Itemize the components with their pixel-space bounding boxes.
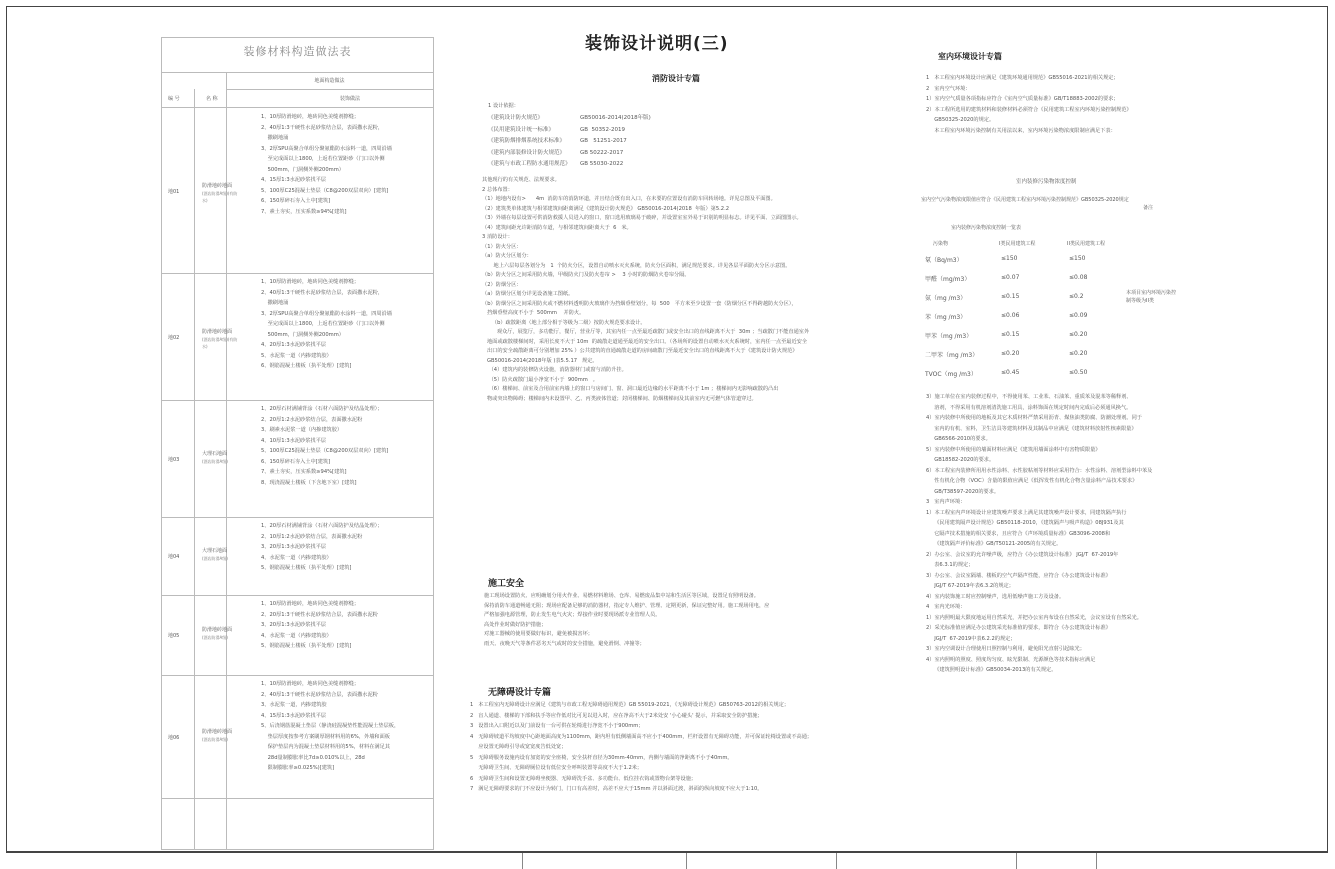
fire-reference-list <box>488 113 868 171</box>
step-line: 3、水泥浆一道，内掺建筑胶 <box>261 702 327 708</box>
table-row-code: 地04 <box>168 554 180 560</box>
table-row-name <box>202 548 242 562</box>
text-line: 1 本工程室内环境设计应满足《建筑环境通用规范》GB55016-2021的相关规定； <box>926 75 1119 81</box>
step-line: 28d量制膨胀率比7d≥0.010%以上，28d <box>261 754 365 761</box>
col-name-header: 名 称 <box>206 96 218 102</box>
row-name-text: 防滑地砖地面 <box>202 728 233 735</box>
class2-limit: ≤0.09 <box>1069 312 1088 319</box>
step-line: 垫层厚度按参考方案刷厚钢材料用的6%，外墙和面板 <box>261 733 390 740</box>
text-line: 3 消防设计： <box>482 234 513 240</box>
accessibility-body <box>470 700 880 795</box>
text-line: 4）室内装饰施工时应控制噪声，选用低噪声施工方及设备。 <box>926 593 1065 600</box>
pollutant-name: TVOC（mg /m3） <box>925 371 977 378</box>
pollutant-row <box>921 274 1121 286</box>
step-line: 1、10厚防滑地砖，地砖同色美缝剂擦缝； <box>261 114 360 120</box>
row-name-text: 防滑地砖地面 <box>202 627 233 633</box>
step-line: 4、水泥浆一道（内掺建筑胶） <box>261 554 332 561</box>
pollutant-row <box>921 293 1121 305</box>
text-line: 应设置无障碍引导或宽宽度告低处宽； <box>470 744 567 750</box>
step-line: 6、钢筋混凝土楼板（执平处理）[建筑] <box>261 363 352 369</box>
step-line: 7、素土夯实，压实系数≥94%[建筑] <box>261 208 347 215</box>
step-line: 6、150厚碎石夯入土中[建筑] <box>261 198 331 204</box>
text-line: 表6.3.1的规定； <box>926 562 974 568</box>
col-class2: II类民用建筑工程 <box>1067 241 1105 247</box>
step-line: 5、后浇钢筋混凝土垫层（静浇硅混凝垫性能混凝土垫层板， <box>261 723 400 729</box>
text-line: 2 总体布置： <box>482 186 513 193</box>
reference-item <box>488 159 868 171</box>
step-line: 4、20厚1:3水泥砂浆找平层 <box>261 342 326 348</box>
material-table <box>161 37 434 850</box>
text-line: 高处作业时做好防护措施； <box>484 621 547 628</box>
row-name-note: (酒店防滑A级) <box>202 556 228 561</box>
row-name-note: (酒店防滑A级)(有防水) <box>202 190 238 203</box>
text-line: （4）建筑间距允许距消防车道，与相邻建筑间距离大于 6 米。 <box>482 224 632 231</box>
text-line: （2）建筑类单体建筑与相邻建筑间距离满足《建筑设计防火规范》 GB50016-2014(2018 年版）第5.2.2 <box>482 205 730 212</box>
table-row-name <box>202 729 242 743</box>
step-line: 撒刷地涌 <box>261 135 289 141</box>
text-line: （2）防烟分区： <box>482 281 522 288</box>
class1-limit: ≤0.07 <box>1001 274 1020 281</box>
row-name-note: (酒店防滑A级) <box>202 635 228 640</box>
text-line: 出口的安全疏散距离可分别增加 25% ）公共建筑的直通疏散走道的房间疏散门至最近安全出口的直线距离不大于《建筑设计防火规范》 <box>482 348 798 354</box>
construction-safety-body <box>484 592 884 649</box>
reference-standard: GB 50352-2019 <box>580 126 626 133</box>
step-line: 3、刷素水泥浆一道（内掺建筑胶） <box>261 427 343 433</box>
text-line: （4）建筑内的装修防火设施，消防器材门或窗与消防升挂。 <box>482 367 627 373</box>
text-line: 6）本工程室内装修所用用水性涂料、水性胶粘剂等材料应采用符合：水性涂料、溶剂型涂料中苯及 <box>926 467 1153 474</box>
text-line: 性有机化合物（VOC）含量的限值应满足《低挥发性有机化合物含量涂料产品技术要求》 <box>926 478 1138 484</box>
row-name-note: (酒店防滑A级)(有防水) <box>202 336 238 349</box>
table-row-name <box>202 329 242 350</box>
text-line: JGJ/T 67-2019年表6.3.2的规定； <box>926 583 1014 589</box>
step-line: 1、20厚石材满铺背涂（石材六面防护及结晶处理）； <box>261 523 383 529</box>
reference-name: 《建筑与市政工程防水通用规范》 <box>488 161 571 167</box>
table-row-steps <box>261 112 433 217</box>
pollutant-table-note: 室内空气污染物浓度限值应符合《民用建筑工程室内环境污染控制规范》GB50325-2020规定 <box>921 197 1129 203</box>
row-name-text: 防滑地砖地面 <box>202 328 233 335</box>
step-line: 5、100厚C25混凝土垫层（C8@200双层双向）[建筑] <box>261 187 389 194</box>
step-line: 5、100厚C25混凝土垫层（C8@200双层双向）[建筑] <box>261 448 389 454</box>
text-line: 3）施工单位在室内装修过程中，不得使用苯、工业苯、石油苯、重质苯及混苯等稀释剂、 <box>926 394 1132 400</box>
env-design-body-a <box>926 73 1186 136</box>
pollutant-row <box>921 350 1121 362</box>
reference-item <box>488 136 868 148</box>
text-line: 5）室内装修中所使用的墙面材料应满足《建筑用墙面涂料中有害物质限量》 <box>926 446 1101 453</box>
step-line: 2、40厚1:3干硬性水泥砂浆结合层，表面撒水泥粉， <box>261 124 384 131</box>
step-line: 4、水泥浆一道（内掺建筑胶） <box>261 632 332 639</box>
text-line: （b）疏散距离（地上部分相于等级为二级）按防火规范要求设计。 <box>482 319 646 326</box>
text-line: 2 室内空气环境： <box>926 85 971 92</box>
text-line: 4）室内照明的照度、照度均匀度、眩光限制、光源颜色等技术指标应满足 <box>926 656 1096 663</box>
text-line: （3）外墙在每层设置可供消防救援人员进入的窗口，窗口选用玻璃易于破碎，并设置室室外易于识别的明显标志。详见平面、立面图图示。 <box>482 215 802 221</box>
text-line: 本工程室内环境污染控制有关用法以来，室内环境污染物浓度限制应满足下表： <box>926 127 1116 134</box>
class1-limit: ≤150 <box>1001 255 1018 262</box>
text-line: 5 无障碍服务设施内设有加宽的安全座椅，安全扶杆直径为30mm-40mm，内侧与墙面的净距离不小于40mm。 <box>470 754 733 761</box>
text-line: GB50016-2014(2018年版 )表5.5.17 规定。 <box>482 357 598 364</box>
env-design-title: 室内环境设计专篇 <box>938 52 1002 61</box>
col-method-header: 装饰做法 <box>340 96 361 102</box>
row-name-text: 大理石地面 <box>202 548 228 554</box>
text-line: 2）本工程所选用的建筑材料和装修材料必须符合《民用建筑工程室内环境污染控制规范》 <box>926 106 1132 113</box>
text-line: 室内的有机、室料，卫生洁具等建筑材料及其制品中应满足《建筑材料放射性核素限量》 <box>926 425 1137 432</box>
step-line: 3、20厚1:3水泥砂浆找平层 <box>261 622 326 628</box>
row-name-text: 大理石地面 <box>202 450 228 457</box>
step-line: 5、水泥浆一道（内掺建筑胶） <box>261 352 332 359</box>
fire-basis-heading: 1 设计依据： <box>488 103 519 109</box>
text-line: 施工现场设置防火、应明确划分用火作业、易燃材料堆场、仓库、易燃废品集中站和生活区等区域，设置足有照明设备。 <box>484 593 759 599</box>
text-line: 2）采光标准值应满足办公建筑采光标准值的要求，即符合《办公建筑设计标准》 <box>926 625 1111 631</box>
text-line: JGJ/T 67-2019中表6.2.2的规定； <box>926 635 1016 642</box>
text-line: 4）室内装修中所使用的地板及其它木质材料严禁采用沥青、煤焦油类防腐、防潮处理剂。同于 <box>926 415 1142 421</box>
text-line: 3）办公室、会议室隔墙、楼板的空气声隔声性能，应符合《办公建筑设计标准》 <box>926 572 1111 579</box>
text-line: 对施工器械的使用要做好标识，避免被损害坏； <box>484 631 593 637</box>
table-row-code: 地05 <box>168 633 180 639</box>
text-line: 4 无障碍坡道平均坡度中心距地面高度为1100mm，距内坦有低侧墙面高不应小于400mm，栏杆设置有无障碍功能，并可保证轮椅设置或不高通； <box>470 733 813 740</box>
pollutant-name: 甲苯（mg /m3） <box>925 333 973 340</box>
text-line: 3 设置出入口附近以及门前设有一台可供在轮椅进行净宽不小于900mm； <box>470 723 644 729</box>
pollutant-name: 甲醛（mg/m3） <box>925 276 971 283</box>
pollutant-table-subtitle: 室内装修污染物浓度控制一览表 <box>951 225 1022 231</box>
text-line: 1 本工程室内无障碍设计应满足《建筑与市政工程无障碍通用规范》GB 55019-2021，《无障碍设计规范》GB50763-2012的相关规定； <box>470 702 790 708</box>
text-line: 地面或疏散楼梯间时，采用长度不大于 10m 的疏散走道通至最近的安全出口。（各场所的设置自动喷水灭火系统时，室内任一点至最近安全 <box>482 338 808 345</box>
reference-standard: GB 55030-2022 <box>580 161 624 167</box>
reference-name: 《建筑内部装修设计防火规范》 <box>488 149 566 156</box>
text-line: 1）室内空气质量各项指标应符合《室内空气质量标准》GB/T18883-2002的要求； <box>926 96 1119 102</box>
step-line: 至完成面以上1800，上返若位置距砂（门口以外侧 <box>261 156 385 162</box>
class2-limit: ≤0.20 <box>1069 331 1088 338</box>
step-line: 5、钢筋混凝土楼板（执平处理）[建筑] <box>261 565 352 571</box>
row-name-note: (酒店防滑A级) <box>202 458 228 464</box>
class1-limit: ≤0.20 <box>1001 350 1020 357</box>
step-line: 保护垫层内为混凝土垫层材料用的5%，材料在满足其 <box>261 744 390 750</box>
step-line: 2、10厚1:2水泥砂浆结合层，表面撒水泥粉 <box>261 533 363 540</box>
step-line: 2、20厚1:2水泥砂浆结合层，表面撒水泥粉 <box>261 416 363 423</box>
text-line: 4 室内光环境： <box>926 604 966 610</box>
text-line: 2）办公室、会议室的允许噪声级，应符合《办公建筑设计标准》 JGJ/T 67-2019年 <box>926 551 1119 558</box>
fire-design-title: 消防设计专篇 <box>652 74 700 83</box>
text-line: 1）室内照明最大限度地运用自然采光，并把办公室内布设在自然采光，会议室设有自然采光。 <box>926 614 1142 621</box>
reference-standard: GB 50222-2017 <box>580 149 624 156</box>
text-line: 它隔声技术措施的相关要求，且应符合《声环境质量标准》GB3096-2008和 <box>926 530 1111 537</box>
table-row-code: 地03 <box>168 456 180 463</box>
step-line: 1、10厚防滑地砖，地砖同色美缝剂擦缝； <box>261 681 360 687</box>
row-name-text: 防滑地砖地面 <box>202 182 233 189</box>
text-line: 严格加强电源管理，防止发生电气火灾；焊接作业时要现场派专业管理人员。 <box>484 612 661 618</box>
text-line: 7 满足无障碍要求的门不应设计为转门，门口有高差时，高差不应大于15mm 并以斜面过渡，斜面的纵向坡度不应大于1:10。 <box>470 786 763 792</box>
text-line: 3）室内空调设计合理使用日照控制与利用，避免阳光直射引起眩光； <box>926 646 1085 652</box>
text-line: 《民用建筑隔声设计规范》GB50118-2010，《建筑隔声与吸声构造》08J931及其 <box>926 520 1124 526</box>
text-line: （a）防火分区划分： <box>482 253 532 259</box>
pollutant-row <box>921 369 1121 381</box>
table-row-name <box>202 451 242 465</box>
step-line: 8、现浇混凝土楼板（下含地下室）[建筑] <box>261 479 357 486</box>
text-line: 保持消防车通道畅通无阻；现场应配备足够的消防器材，指定专人维护、管理、定期更新，保证完整好用。施工现场用电，应 <box>484 602 770 609</box>
text-line: 挡烟垂壁高度不小于 500mm 并防火。 <box>482 310 585 316</box>
text-line: （1）地地内设有> 4m 消防车的消防环道，并且结合既有出入口，在未要的位置设有消防车回转场地。详见总图及平面图。 <box>482 196 776 202</box>
step-line: 3、2厚SPU高聚合单组分聚氨酯防水涂料一道，四周沿墙 <box>261 145 392 152</box>
text-line: 《建筑隔声评价标准》GB/T50121-2005的有关规定。 <box>926 541 1062 547</box>
step-line: 1、20厚石材满铺背涂（石材六面防护及结晶处理）； <box>261 406 383 412</box>
table-row-code: 地06 <box>168 734 180 741</box>
reference-item <box>488 125 868 137</box>
text-line: 观众厅，展览厅，多功能厅，餐厅，营业厅等，其室内任一点至最近疏散门或安全出口的直线距离不大于 30m ；当疏散门不能直通室外 <box>482 329 810 335</box>
text-line: （b）防火分区之间采用防火墙，甲级防火门及防火卷帘 > 3 小时的防烟防火卷帘分隔。 <box>482 272 690 278</box>
pollutant-name: 苯（mg /m3） <box>925 314 967 321</box>
step-line: 2、20厚1:3干硬性水泥砂浆结合层，表面撒水泥粉 <box>261 611 378 618</box>
title-block-strip <box>6 852 1328 868</box>
table-row-code: 地02 <box>168 334 180 341</box>
text-line: 溶剂，不得采用有机溶剂清洗施工用具，涂料饰面在规定时间内完成后必须通风换气。 <box>926 404 1132 411</box>
step-line: 4、10厚1:3水泥砂浆找平层 <box>261 437 326 444</box>
step-line: 5、钢筋混凝土楼板（执平处理）[建筑] <box>261 643 352 649</box>
table-row-steps <box>261 404 433 488</box>
text-line: （6）楼梯间、前室及合用前室内墙上的窗口与房间门、窗、洞口最近边缘的水平距离不小于 1m ；楼梯间内无影响疏散的凸出 <box>482 386 779 392</box>
text-line: 物或突出物障碍；楼梯间内未设置甲、乙、丙类液体管道；封闭楼梯间、防烟楼梯间及其前室内无可燃气体管道穿过。 <box>482 395 757 402</box>
text-line: 《建筑照明设计标准》GB50034-2013的有关规定。 <box>926 667 1057 673</box>
class1-limit: ≤0.15 <box>1001 331 1020 338</box>
pollutant-name: 氡（Bq/m3） <box>925 257 963 264</box>
env-design-body-b <box>926 392 1186 676</box>
text-line: 1）本工程室内声环境设计应建筑噪声要求上满足其建筑噪声设计要求，同建筑隔声执行 <box>926 509 1127 516</box>
step-line: 3、20厚1:3水泥砂浆找平层 <box>261 544 326 550</box>
step-line: 500mm，门洞侧外侧200mm） <box>261 166 344 173</box>
reference-standard: GB 51251-2017 <box>580 138 627 144</box>
pollutant-name: 二甲苯（mg /m3） <box>925 352 979 359</box>
pollutant-name: 氨（mg /m3） <box>925 295 967 302</box>
step-line: 7、素土夯实，压实系数≥94%[建筑] <box>261 469 347 475</box>
reference-item <box>488 113 868 125</box>
col-pollutant: 污染物 <box>933 241 949 247</box>
step-line: 撒刷地涌 <box>261 300 289 306</box>
class1-limit: ≤0.06 <box>1001 312 1020 319</box>
text-line: GB50325-2020的规定。 <box>926 117 995 123</box>
table-row-steps <box>261 679 433 774</box>
text-line: 无障碍卫生间、无障碍厕位设有低位安全呼叫装置等高度不大于1.2米； <box>470 765 643 771</box>
reference-name: 《民用建筑设计统一标准》 <box>488 126 555 133</box>
text-line: GB6566-2010的要求。 <box>926 436 991 442</box>
step-line: 限制膨胀率≥0.025%)[建筑] <box>261 765 335 771</box>
step-line: 4、15厚1:3水泥砂浆找平层 <box>261 177 326 183</box>
class2-limit: ≤0.20 <box>1069 350 1088 357</box>
pollutant-table-remark-head: 备注 <box>1143 205 1154 211</box>
accessibility-title: 无障碍设计专篇 <box>488 688 552 698</box>
reference-standard: GB50016-2014(2018年版) <box>580 115 651 121</box>
step-line: 500mm，门洞侧外侧200mm） <box>261 331 344 338</box>
step-line: 3、2厚SPU高聚合单组分聚氨酯防水涂料一道，四周沿墙 <box>261 310 392 317</box>
text-line: 其他现行的有关规范、法规要求。 <box>482 177 560 183</box>
reference-name: 《建筑防烟排烟系统技术标准》 <box>488 138 566 144</box>
text-line: 6 无障碍卫生间和设置无障碍坐便器、无障碍洗手盆、多功能台、低位挂衣钩或置物台架等设施； <box>470 775 697 782</box>
table-row-steps <box>261 599 433 652</box>
pollutant-table-title: 室内装修污染物浓度控制 <box>1016 179 1077 185</box>
material-table-title: 装修材料构造做法表 <box>243 45 352 58</box>
class2-limit: ≤0.50 <box>1069 369 1088 376</box>
step-line: 4、15厚1:3水泥砂浆找平层 <box>261 712 326 719</box>
class2-limit: ≤150 <box>1069 255 1086 262</box>
col-class1: I类民用建筑工程 <box>999 241 1036 247</box>
text-line: 3 室内声环境： <box>926 499 966 505</box>
class2-limit: ≤0.08 <box>1069 274 1088 281</box>
table-row-code: 地01 <box>168 188 180 195</box>
material-table-subheader: 地面构造做法 <box>314 78 345 84</box>
pollutant-row <box>921 255 1121 267</box>
table-row-steps <box>261 521 433 574</box>
page-title: 装饰设计说明(三) <box>585 34 729 54</box>
step-line: 2、40厚1:3干硬性水泥砂浆结合层，表面撒水泥粉 <box>261 691 378 698</box>
construction-safety-title: 施工安全 <box>488 579 525 589</box>
text-line: 地上六层每层各划分为 1 个防火分区，设置自动喷水灭火系统，防火分区面积，满足规范要求。详见各层平面防火分区示意图。 <box>482 262 791 269</box>
col-code-header: 编 号 <box>168 96 180 102</box>
row-name-note: (酒店防滑A级) <box>202 736 228 742</box>
pollutant-table-remark: 本项目室内环境污染控制等级为II类 <box>1126 290 1177 304</box>
step-line: 1、10厚防滑地砖，地砖同色美缝剂擦缝； <box>261 279 360 285</box>
pollutant-row <box>921 331 1121 343</box>
text-line: （a）防烟分区划分详见设备施工图纸。 <box>482 291 574 297</box>
class1-limit: ≤0.15 <box>1001 293 1020 300</box>
table-row-steps <box>261 277 433 372</box>
step-line: 6、150厚碎石夯入土中[建筑] <box>261 458 331 465</box>
text-line: （1）防火分区： <box>482 243 522 250</box>
step-line: 至完成面以上1800，上返若位置距砂（门口以外侧 <box>261 321 385 327</box>
text-line: （5）防火疏散门最小净宽不小于 900mm 。 <box>482 376 598 383</box>
text-line: 2 盲人通道、楼梯的下部和扶手等应作低对比可见以进入时，应在净高不大于2米处安 '小心碰头' 提示，并采取安全防护措施； <box>470 712 763 719</box>
reference-item <box>488 148 868 160</box>
class1-limit: ≤0.45 <box>1001 369 1020 376</box>
text-line: GB/T38597-2020的要求。 <box>926 488 1000 495</box>
text-line: GB18582-2020的要求。 <box>926 457 995 463</box>
text-line: （b）防烟分区之间采用防火或不燃材料透明防火玻璃作为挡烟垂壁划分，每 500 平方米至少设置一套（防烟分区不得跨越防火分区）， <box>482 300 797 307</box>
fire-design-body <box>482 176 882 404</box>
table-row-name <box>202 627 242 641</box>
class2-limit: ≤0.2 <box>1069 293 1084 300</box>
pollutant-row <box>921 312 1121 324</box>
table-row-name <box>202 183 242 204</box>
step-line: 1、10厚防滑地砖，地砖同色美缝剂擦缝； <box>261 601 360 607</box>
step-line: 2、40厚1:3干硬性水泥砂浆结合层，表面撒水泥粉， <box>261 289 384 296</box>
reference-name: 《建筑设计防火规范》 <box>488 115 544 121</box>
text-line: 雨天、夜晚天气等条件恶劣天气或时的安全措施，避免滑倒、冲撞等； <box>484 640 645 647</box>
